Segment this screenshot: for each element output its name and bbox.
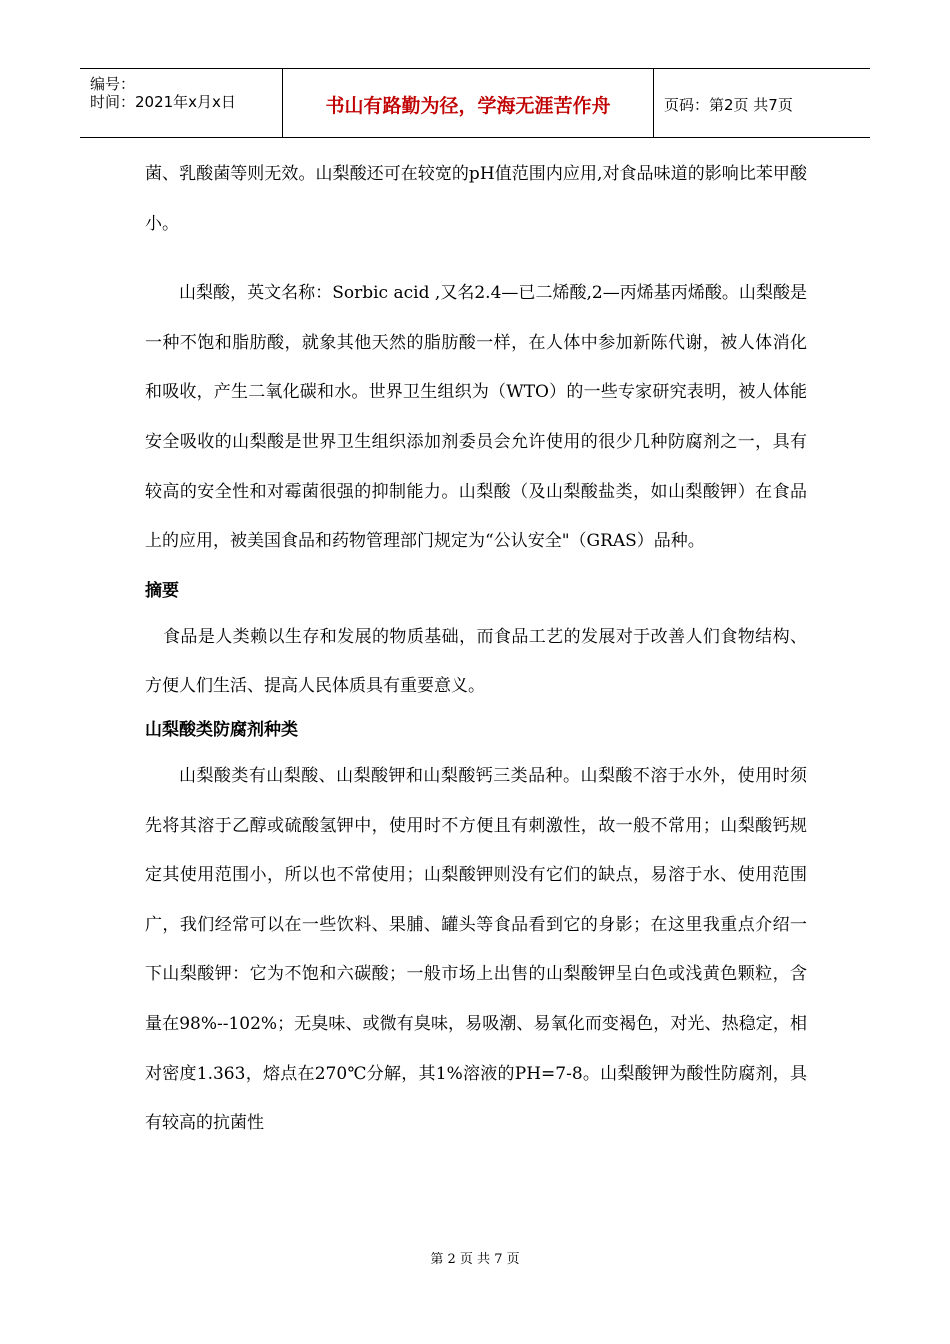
header-right-cell — [654, 69, 870, 137]
section-heading-abstract: 摘要 — [145, 580, 179, 601]
paragraph-continuation: 菌、乳酸菌等则无效。山梨酸还可在较宽的pH值范围内应用,对食品味道的影响比苯甲酸小。 — [145, 164, 807, 234]
header-page-info: 页码：第2页 共7页 — [664, 96, 793, 114]
paragraph-abstract: 食品是人类赖以生存和发展的物质基础，而食品工艺的发展对于改善人们食物结构、方便人们生活、提高人民体质具有重要意义。 — [145, 626, 807, 697]
document-number-label: 编号： — [90, 75, 136, 93]
header-left-cell — [80, 69, 283, 137]
header-table — [80, 68, 870, 138]
document-body — [145, 150, 807, 1149]
paragraph-sorbic-acid-intro: 山梨酸，英文名称：Sorbic acid ,又名2.4—已二烯酸,2—丙烯基丙烯酸。山梨酸是一种不饱和脂肪酸，就象其他天然的脂肪酸一样，在人体中参加新陈代谢，被人体消化和吸收，产生二氧化碳和水。世界卫生组织为（WTO）的一些专家研究表明，被人体能安全吸收的山梨酸是世界卫生组织添加剂委员会允许使用的很少几种防腐剂之一，具有较高的安全性和对霉菌很强的抑制能力。山梨酸（及山梨酸盐类，如山梨酸钾）在食品上的应用，被美国食品和药物管理部门规定为“公认安全"（GRAS）品种。 — [145, 283, 807, 552]
paragraph-types: 山梨酸类有山梨酸、山梨酸钾和山梨酸钙三类品种。山梨酸不溶于水外，使用时须先将其溶于乙醇或硫酸氢钾中，使用时不方便且有刺激性，故一般不常用；山梨酸钙规定其使用范围小，所以也不常使用；山梨酸钾则没有它们的缺点，易溶于水、使用范围广，我们经常可以在一些饮料、果脯、罐头等食品看到它的身影；在这里我重点介绍一下山梨酸钾：它为不饱和六碳酸；一般市场上出售的山梨酸钾呈白色或浅黄色颗粒，含量在98%--102%；无臭味、或微有臭味，易吸潮、易氧化而变褐色，对光、热稳定，相对密度1.363，熔点在270℃分解，其1%溶液的PH=7-8。山梨酸钾为酸性防腐剂，具有较高的抗菌性 — [145, 765, 807, 1134]
header-motto: 书山有路勤为径，学海无涯苦作舟 — [325, 95, 611, 117]
section-heading-types: 山梨酸类防腐剂种类 — [145, 719, 298, 740]
page-footer: 第 2 页 共 7 页 — [430, 1252, 520, 1267]
header-center-cell — [283, 69, 654, 137]
document-date-label: 时间：2021年x月x日 — [90, 93, 236, 111]
